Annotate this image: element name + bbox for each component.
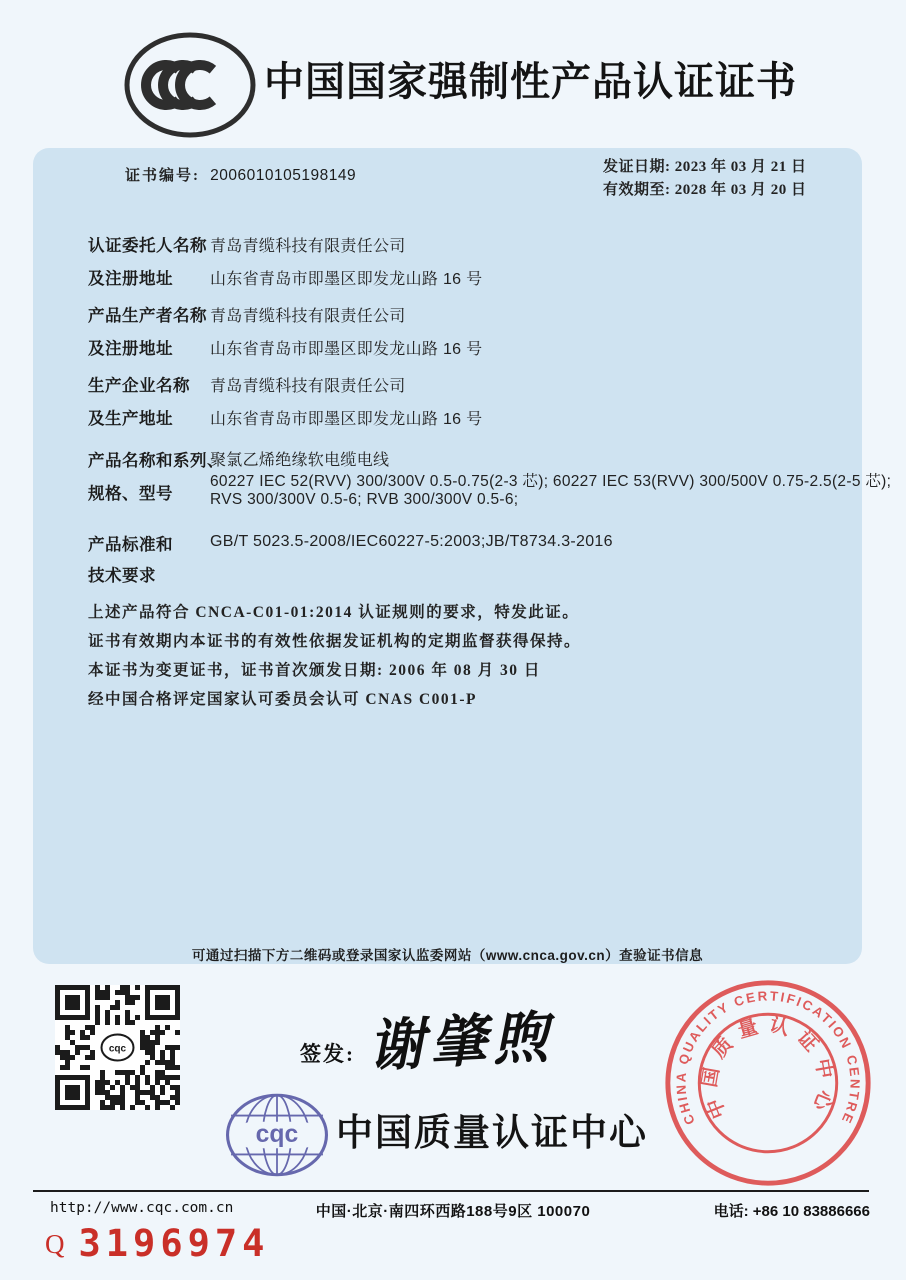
product-models-value-2: RVS 300/300V 0.5-6; RVB 300/300V 0.5-6; [210, 491, 519, 508]
svg-text:中国质量认证中心 [699, 1014, 839, 1122]
cqc-logo-text: cqc [255, 1121, 299, 1149]
manufacturer-name-label: 产品生产者名称 [88, 307, 207, 325]
applicant-address-label: 及注册地址 [88, 270, 173, 288]
standard-label-2: 技术要求 [88, 567, 156, 585]
factory-name-value: 青岛青缆科技有限责任公司 [210, 378, 406, 395]
footer-address: 中国·北京·南四环西路188号9区 100070 [315, 1203, 591, 1220]
certificate-body-panel [33, 148, 892, 964]
footer-phone: 电话: +86 10 83886666 [713, 1203, 870, 1220]
serial-number [45, 1222, 269, 1265]
seal-text-en: CHINA QUALITY CERTIFICATION CENTRE [673, 988, 863, 1128]
applicant-address-value: 山东省青岛市即墨区即发龙山路 16 号 [210, 271, 483, 288]
cqc-red-seal-icon [660, 975, 876, 1191]
serial-digits: 3196974 [78, 1222, 270, 1265]
certificate-number-row [125, 164, 356, 185]
date-block [603, 156, 807, 202]
product-name-value: 聚氯乙烯绝缘软电缆电线 [210, 452, 390, 469]
serial-prefix: Q [45, 1229, 65, 1259]
applicant-name-value: 青岛青缆科技有限责任公司 [210, 238, 406, 255]
applicant-name-label: 认证委托人名称 [88, 237, 207, 255]
issuer-name: 中国质量认证中心 [336, 1112, 648, 1153]
statement-compliance: 上述产品符合 CNCA-C01-01:2014 认证规则的要求，特发此证。 [88, 604, 580, 621]
certificate-title: 中国国家强制性产品认证证书 [264, 60, 797, 104]
ccc-mark-icon [120, 30, 260, 140]
footer-divider [33, 1190, 869, 1192]
verification-note: 可通过扫描下方二维码或登录国家认监委网站（www.cnca.gov.cn）查验证书信息 [191, 948, 704, 963]
footer-url: http://www.cqc.com.cn [50, 1200, 234, 1216]
issue-date: 发证日期: 2023 年 03 月 21 日 [603, 159, 807, 175]
valid-until-date: 有效期至: 2028 年 03 月 20 日 [603, 182, 807, 198]
manufacturer-address-label: 及注册地址 [88, 340, 173, 358]
statement-first-issue: 本证书为变更证书，证书首次颁发日期: 2006 年 08 月 30 日 [88, 662, 541, 679]
manufacturer-name-value: 青岛青缆科技有限责任公司 [210, 308, 406, 325]
certificate-number-label: 证书编号: [125, 168, 200, 184]
signed-by-label: 签发: [300, 1042, 355, 1066]
manufacturer-address-value: 山东省青岛市即墨区即发龙山路 16 号 [210, 341, 483, 358]
seal-text-cn: 中国质量认证中心 [698, 1013, 838, 1122]
svg-text:cqc: cqc [108, 1043, 127, 1055]
statement-cnas: 经中国合格评定国家认可委员会认可 CNAS C001-P [88, 691, 478, 708]
factory-name-label: 生产企业名称 [88, 377, 190, 395]
statement-validity: 证书有效期内本证书的有效性依据发证机构的定期监督获得保持。 [88, 633, 582, 650]
standard-value: GB/T 5023.5-2008/IEC60227-5:2003;JB/T8734.3-2016 [210, 533, 613, 550]
issuer-signature: 谢肇煦 [366, 1004, 556, 1080]
certificate-number-value: 2006010105198149 [210, 167, 357, 184]
product-series-label-1: 产品名称和系列、 [88, 452, 224, 470]
product-models-value-1: 60227 IEC 52(RVV) 300/300V 0.5-0.75(2-3 芯); 60227 IEC 53(RVV) 300/500V 0.75-2.5(2-5 芯); [210, 473, 892, 490]
standard-label-1: 产品标准和 [88, 536, 173, 554]
qr-code [55, 985, 180, 1110]
factory-address-label: 及生产地址 [88, 410, 173, 428]
factory-address-value: 山东省青岛市即墨区即发龙山路 16 号 [210, 411, 483, 428]
cqc-globe-icon [224, 1090, 330, 1180]
product-series-label-2: 规格、型号 [88, 485, 173, 503]
